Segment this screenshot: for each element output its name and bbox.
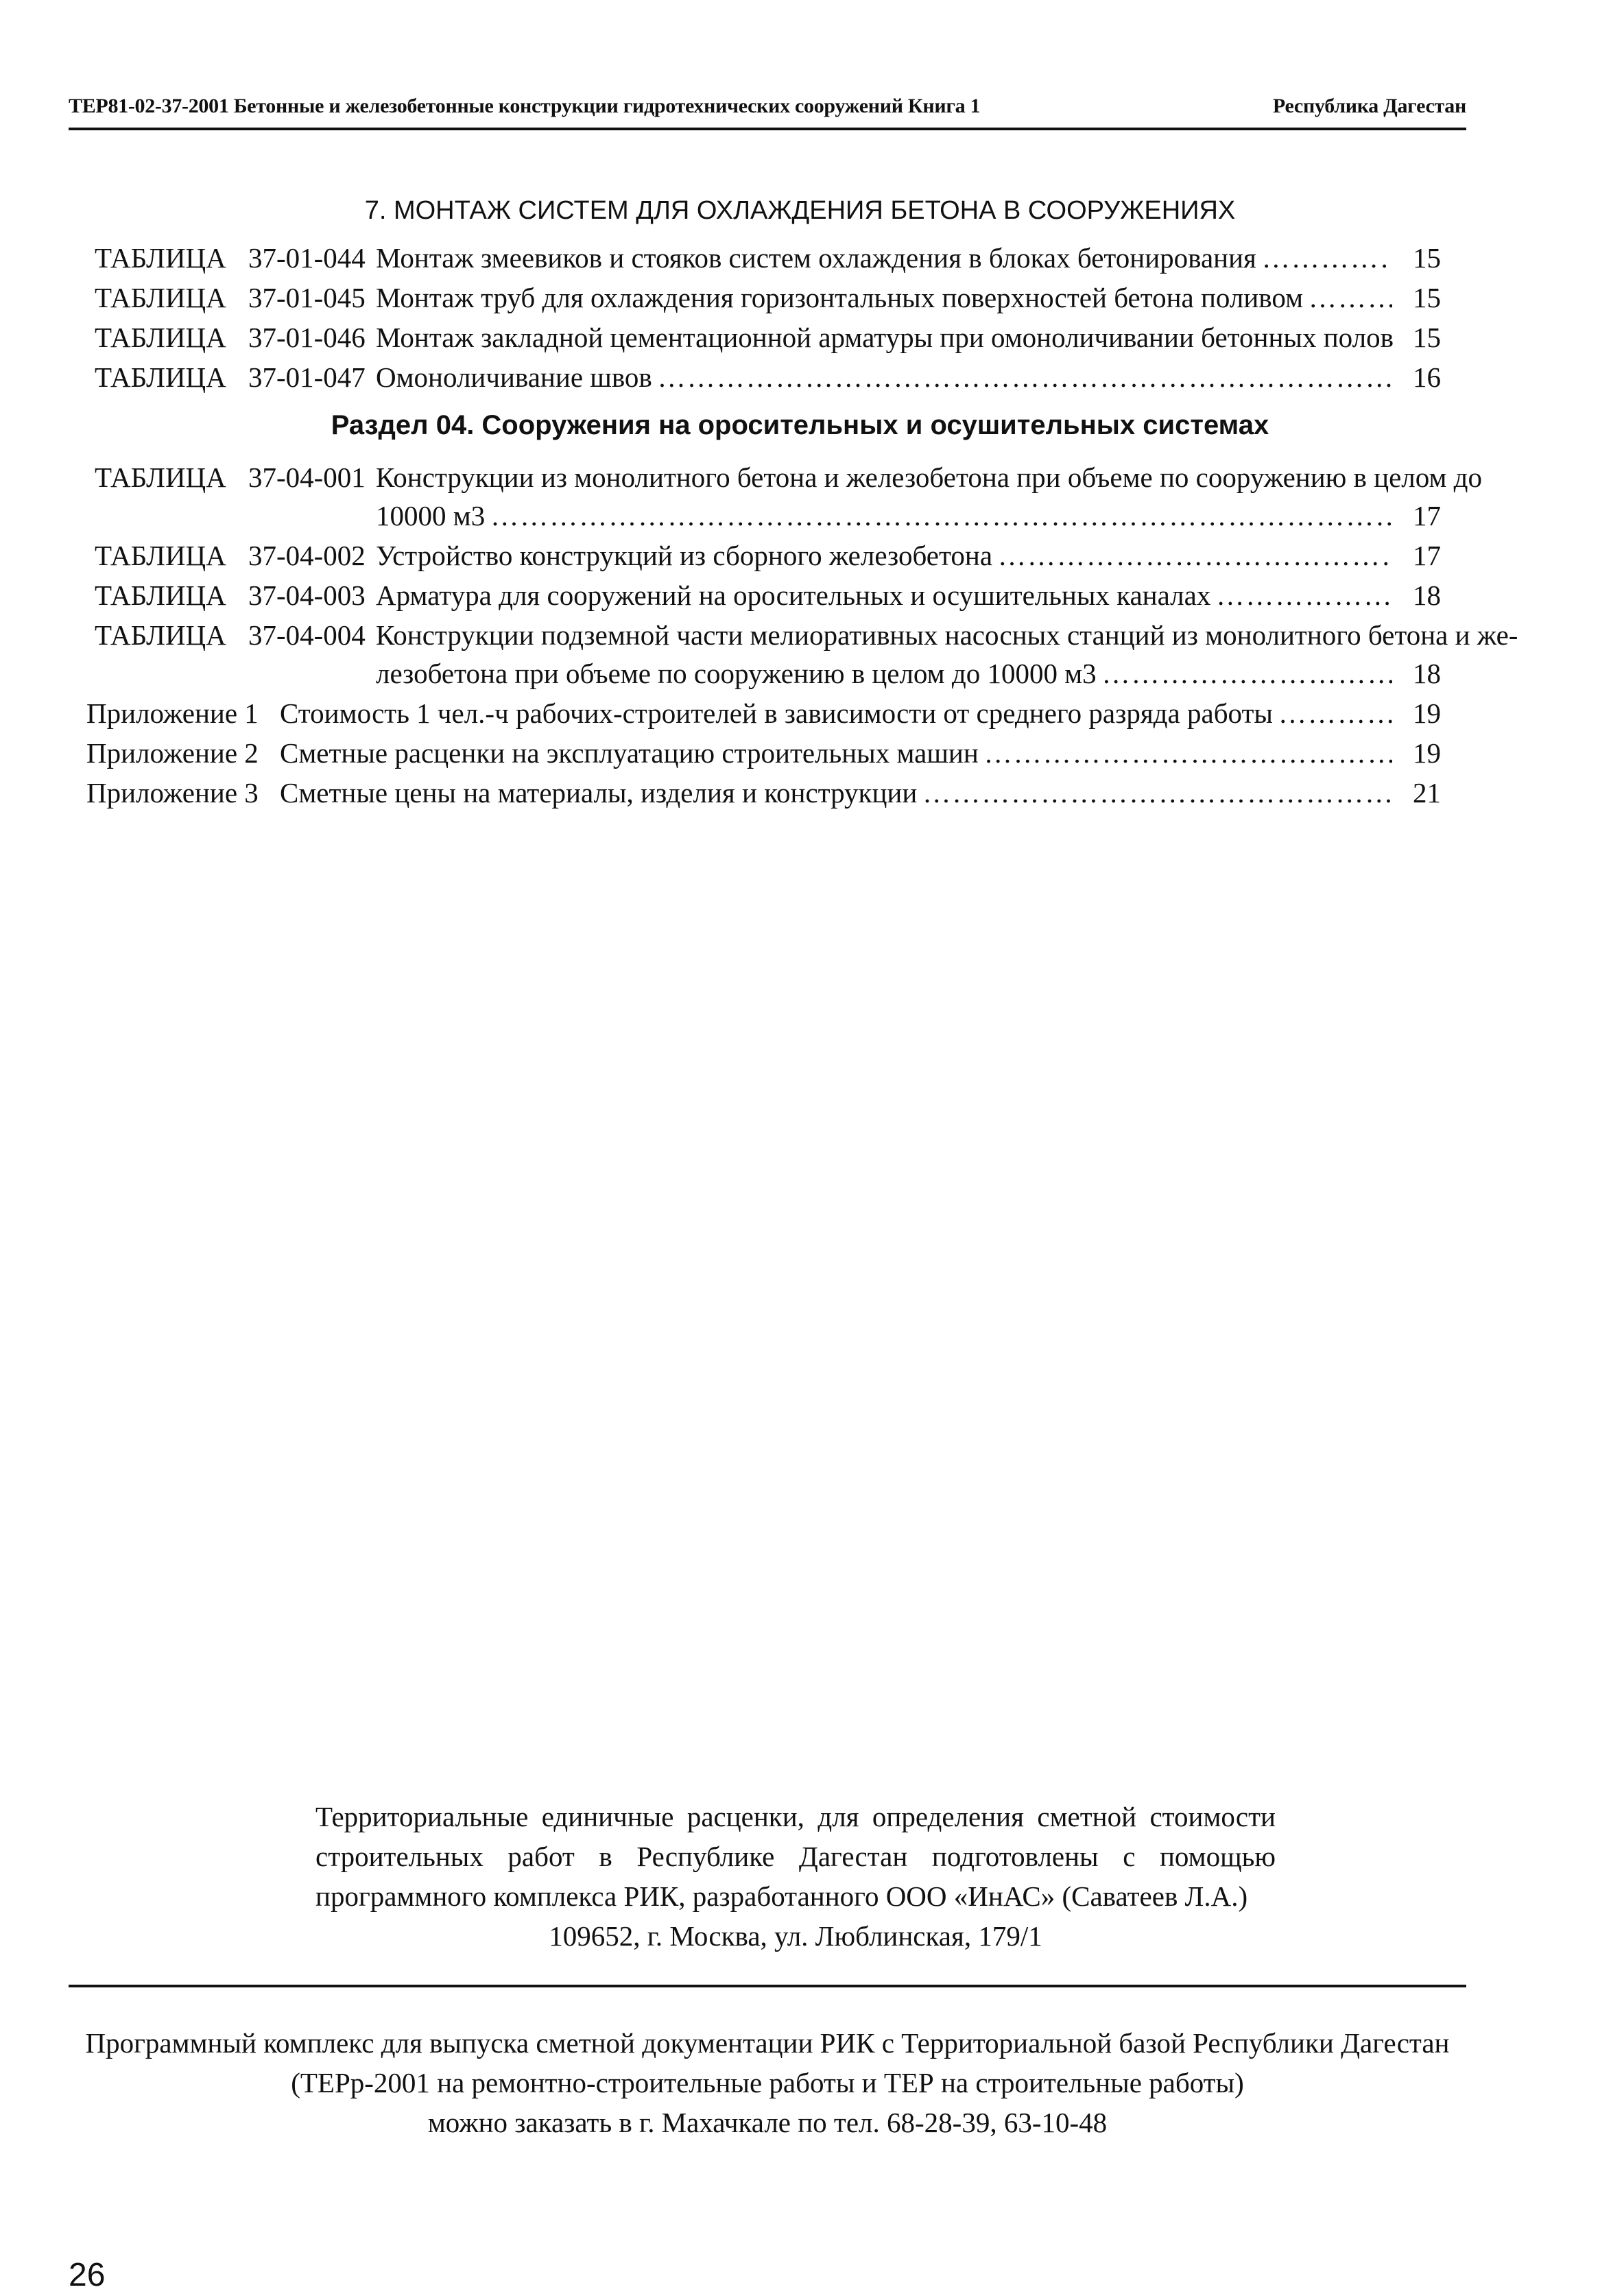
toc-entry-title: Арматура для сооружений на оросительных и осушительных каналах bbox=[376, 579, 1211, 611]
ordering-line-3: можно заказать в г. Махачкале по тел. 68-28-39, 63-10-48 bbox=[427, 2107, 1108, 2138]
toc-entry-code: 37-01-046 bbox=[248, 322, 366, 353]
toc-entry-title-line-2: 10000 м3 bbox=[376, 500, 486, 531]
section-7-title: 7. МОНТАЖ СИСТЕМ ДЛЯ ОХЛАЖДЕНИЯ БЕТОНА В СООРУЖЕНИЯХ bbox=[364, 196, 1236, 225]
toc-entry-page: 16 bbox=[1413, 361, 1441, 393]
section-04-title: Раздел 04. Сооружения на оросительных и осушительных системах bbox=[331, 410, 1269, 440]
toc-entry-title: Устройство конструкций из сборного железобетона bbox=[376, 540, 993, 571]
toc-entry-code: 37-01-045 bbox=[248, 282, 366, 313]
toc-entry-page: 18 bbox=[1413, 579, 1441, 611]
leader-dots bbox=[490, 497, 1392, 535]
leader-dots bbox=[1262, 239, 1392, 277]
toc-entry-page: 15 bbox=[1413, 242, 1441, 274]
appendix-title: Сметные расценки на эксплуатацию строительных машин bbox=[280, 737, 979, 769]
leader-dots bbox=[1216, 576, 1392, 614]
toc-entry-kind: ТАБЛИЦА bbox=[95, 462, 226, 493]
leader-dots bbox=[998, 536, 1392, 575]
appendix-page: 19 bbox=[1413, 737, 1441, 769]
appendix-title: Стоимость 1 чел.-ч рабочих-строителей в зависимости от среднего разряда работы bbox=[280, 697, 1273, 729]
running-header bbox=[69, 95, 1466, 118]
leader-dots bbox=[984, 734, 1392, 772]
toc-entry-kind: ТАБЛИЦА bbox=[95, 282, 226, 313]
header-region: Республика Дагестан bbox=[1272, 95, 1466, 117]
ordering-info bbox=[69, 2023, 1466, 2142]
toc-entry-page: 18 bbox=[1413, 658, 1441, 689]
toc-entry-kind: ТАБЛИЦА bbox=[95, 619, 226, 651]
appendix-title: Сметные цены на материалы, изделия и конструкции bbox=[280, 777, 918, 809]
toc-entry-code: 37-04-002 bbox=[248, 540, 366, 571]
toc-entry-page: 15 bbox=[1413, 322, 1441, 353]
toc-entry-page: 17 bbox=[1413, 500, 1441, 531]
developer-address: 109652, г. Москва, ул. Люблинская, 179/1 bbox=[549, 1920, 1042, 1952]
toc-entry-kind: ТАБЛИЦА bbox=[95, 579, 226, 611]
appendix-label: Приложение 2 bbox=[86, 737, 259, 769]
toc-entry-title: Омоноличивание швов bbox=[376, 361, 652, 393]
page-number: 26 bbox=[69, 2257, 106, 2293]
appendix-page: 19 bbox=[1413, 697, 1441, 729]
toc-entry-code: 37-04-001 bbox=[248, 462, 366, 493]
appendix-label: Приложение 3 bbox=[86, 777, 259, 809]
toc-entry-code: 37-04-003 bbox=[248, 579, 366, 611]
preparation-note-text: Территориальные единичные расценки, для определения сметной стоимости строительных работ в Республике Дагестан подготовлены с помощью программного комплекса РИК, разработанного ООО «ИнАС» (Саватеев Л.А.) bbox=[315, 1801, 1276, 1912]
leader-dots bbox=[922, 774, 1392, 812]
toc-entry-title: Монтаж змеевиков и стояков систем охлаждения в блоках бетонирования bbox=[376, 242, 1256, 274]
toc-entry-kind: ТАБЛИЦА bbox=[95, 242, 226, 274]
toc-entry-code: 37-01-044 bbox=[248, 242, 366, 274]
toc-entry-title: Монтаж закладной цементационной арматуры при омоноличивании бетонных полов bbox=[376, 322, 1394, 353]
leader-dots bbox=[658, 358, 1392, 396]
appendix-page: 21 bbox=[1413, 777, 1441, 809]
preparation-note bbox=[315, 1797, 1276, 1956]
toc-entry-title-line-1: Конструкции из монолитного бетона и железобетона при объеме по сооружению в целом до bbox=[376, 462, 1483, 493]
toc-entry-kind: ТАБЛИЦА bbox=[95, 361, 226, 393]
toc-entry-page: 15 bbox=[1413, 282, 1441, 313]
toc-entry-title-line-1: Конструкции подземной части мелиоративных насосных станций из монолитного бетона и же- bbox=[376, 619, 1518, 651]
ordering-line-1: Программный комплекс для выпуска сметной документации РИК с Территориальной базой Республики Дагестан bbox=[85, 2027, 1450, 2059]
toc-entry-kind: ТАБЛИЦА bbox=[95, 540, 226, 571]
appendix-label: Приложение 1 bbox=[86, 697, 259, 729]
toc-entry-code: 37-01-047 bbox=[248, 361, 366, 393]
leader-dots bbox=[1309, 278, 1392, 317]
header-divider bbox=[69, 128, 1466, 130]
toc-entry-kind: ТАБЛИЦА bbox=[95, 322, 226, 353]
ordering-line-2: (ТЕРр-2001 на ремонтно-строительные работы и ТЕР на строительные работы) bbox=[291, 2067, 1244, 2098]
toc-entry-title: Монтаж труб для охлаждения горизонтальных поверхностей бетона поливом bbox=[376, 282, 1304, 313]
footer-divider bbox=[69, 1985, 1466, 1987]
toc-entry-code: 37-04-004 bbox=[248, 619, 366, 651]
header-title: ТЕР81-02-37-2001 Бетонные и железобетонные конструкции гидротехнических сооружений Книга 1 bbox=[69, 95, 981, 117]
toc-entry-title-line-2: лезобетона при объеме по сооружению в целом до 10000 м3 bbox=[376, 658, 1097, 689]
leader-dots bbox=[1278, 694, 1392, 732]
leader-dots bbox=[1102, 654, 1392, 693]
toc-entry-page: 17 bbox=[1413, 540, 1441, 571]
